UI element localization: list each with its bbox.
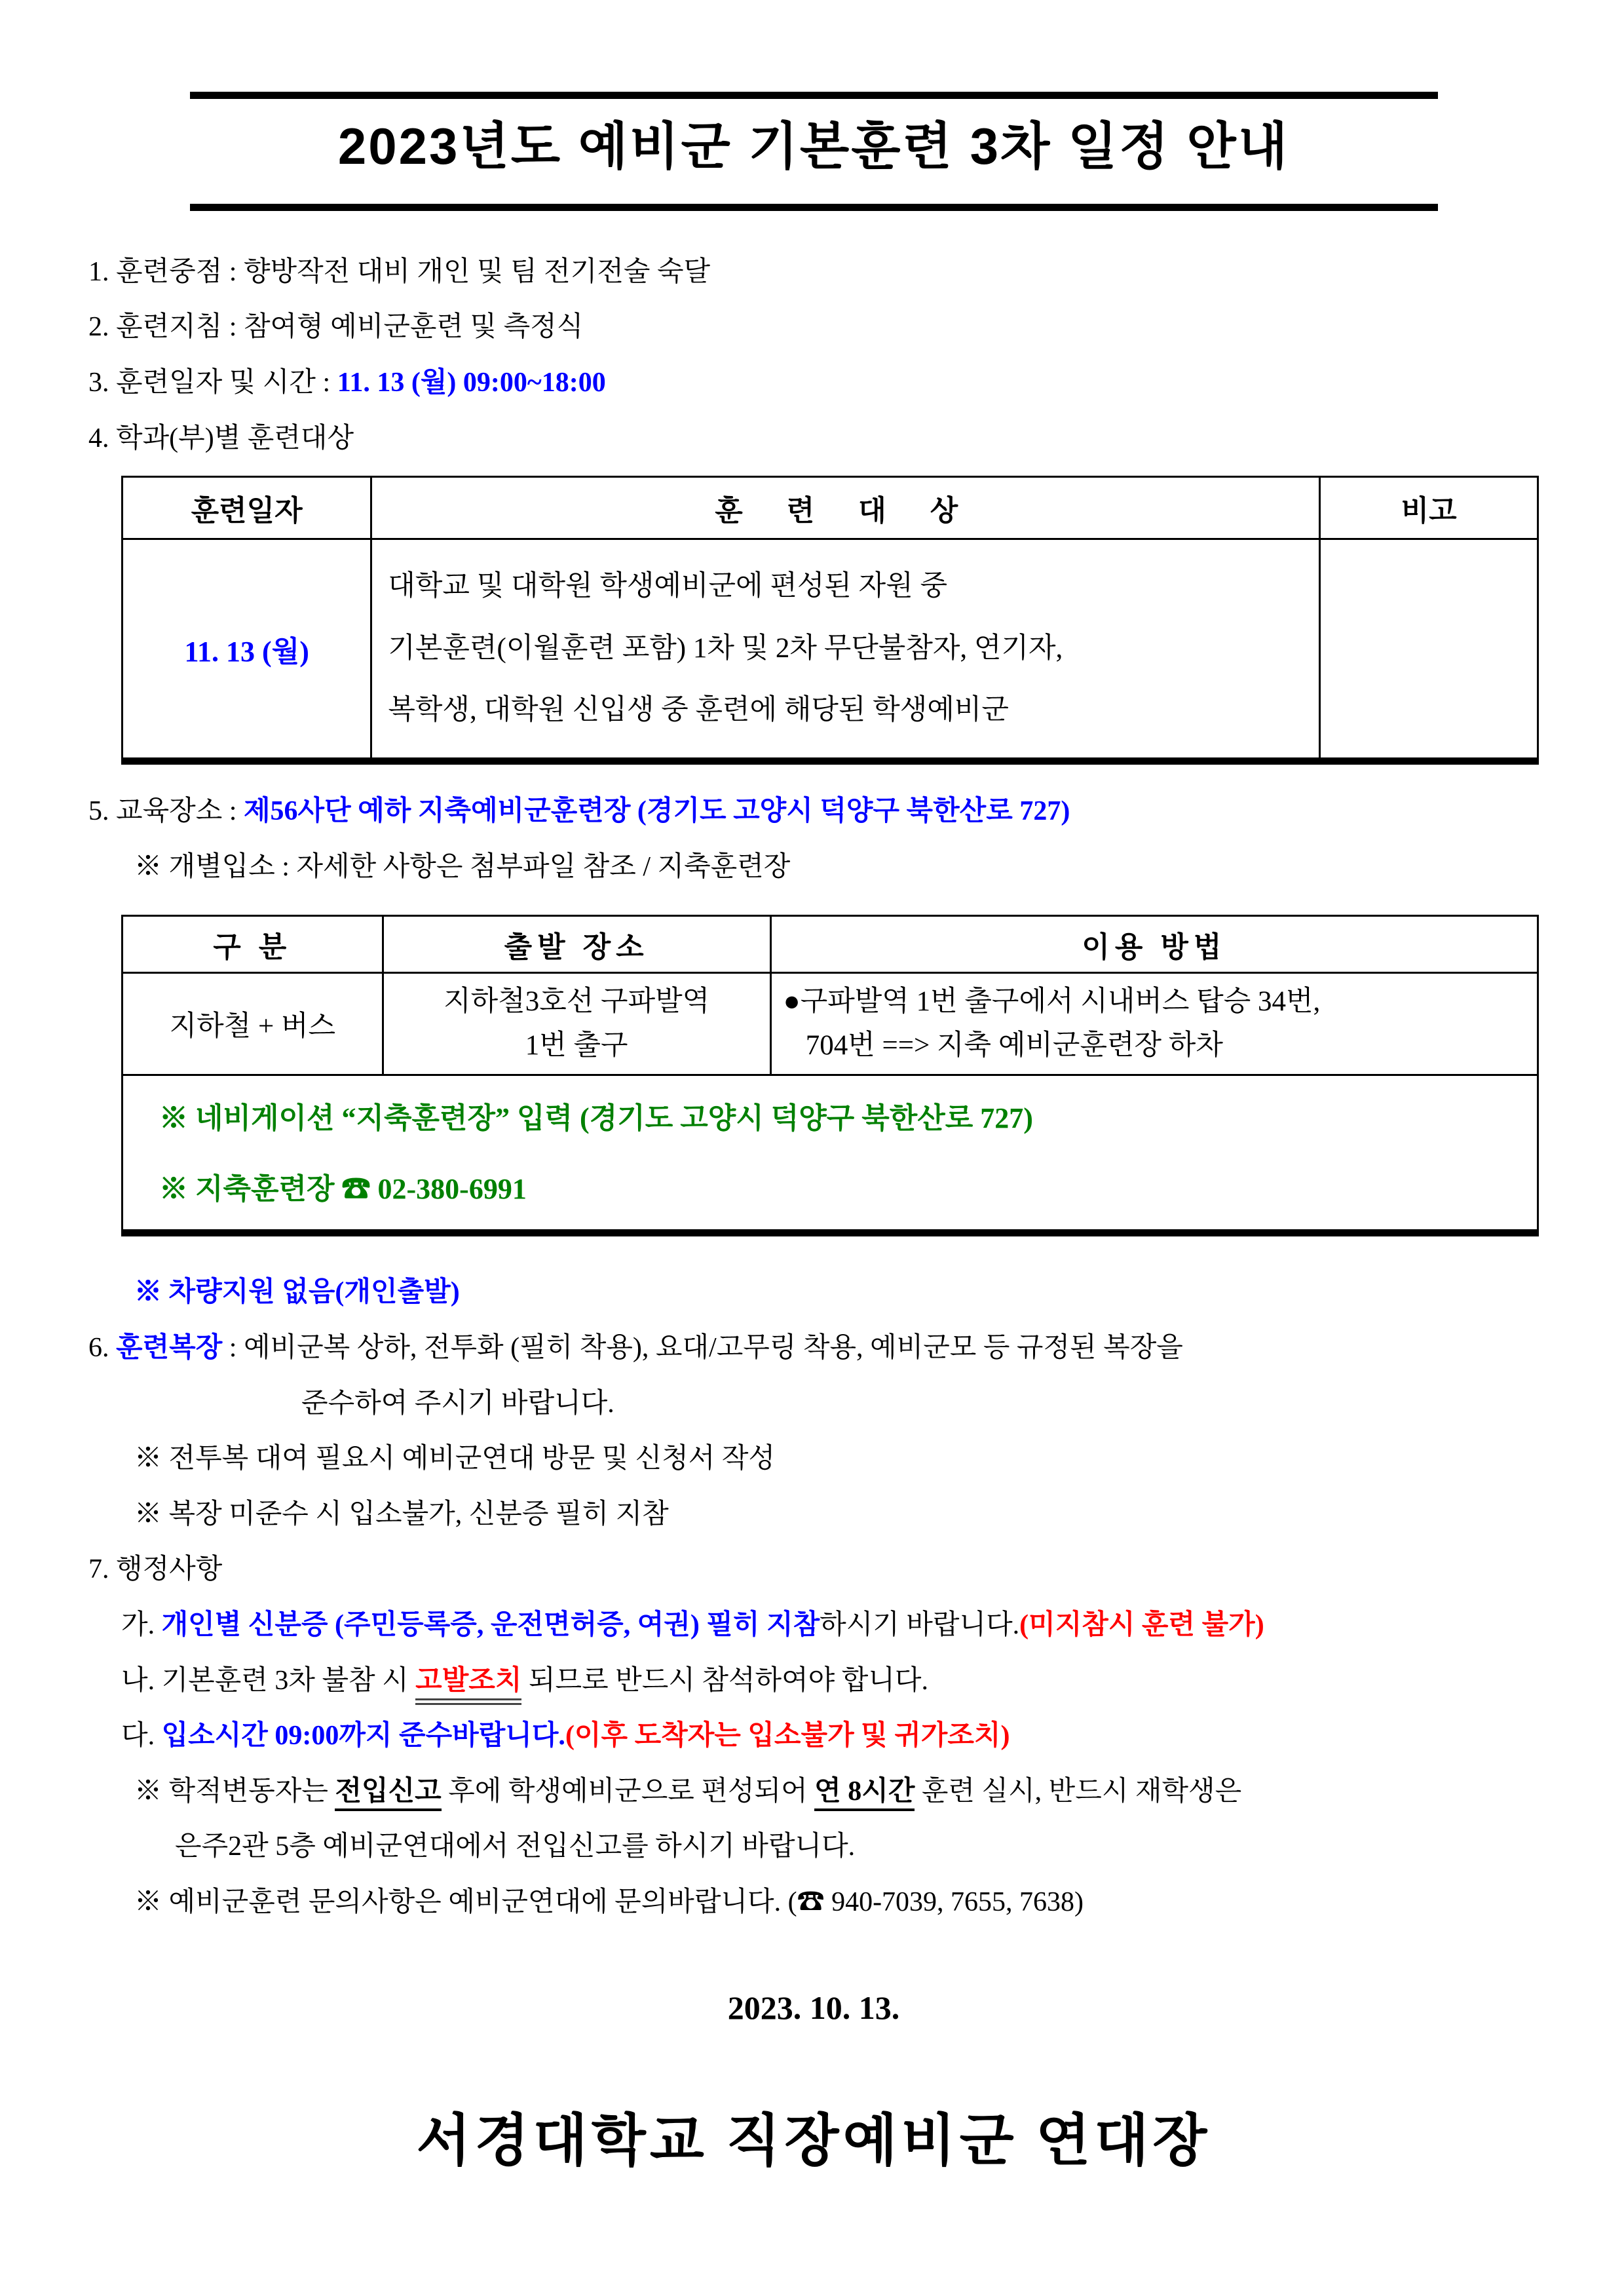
header-category: 구 분 <box>123 916 383 973</box>
item-7-na-post-text: 되므로 반드시 참석하여야 합니다. <box>521 1665 928 1696</box>
header-remarks: 비고 <box>1320 477 1538 539</box>
cell-remarks <box>1320 539 1538 761</box>
item-4-text: 4. 학과(부)별 훈련대상 <box>88 423 354 453</box>
item-7-note-1-transfer-report: 전입신고 <box>335 1776 441 1811</box>
document-title: 2023년도 예비군 기본훈련 3차 일정 안내 <box>337 117 1290 175</box>
item-6-training-uniform <box>88 1330 1539 1366</box>
item-5-label: 5. 교육장소 : <box>88 795 244 826</box>
departure-line-1: 지하철3호선 구파발역 <box>444 986 710 1018</box>
item-1-text: 1. 훈련중점 : 향방작전 대비 개인 및 팀 전기전술 숙달 <box>88 256 711 287</box>
usage-method-line-2: 704번 ==> 지축 예비군훈련장 하차 <box>805 1029 1223 1061</box>
item-7-da-number: 다. <box>121 1721 162 1751</box>
cell-navigation-notes <box>123 1075 1538 1233</box>
item-7-enrollment-note-continuation <box>88 1829 1539 1865</box>
usage-method-line-1: ●구파발역 1번 출구에서 시내버스 탑승 34번, <box>783 986 1321 1018</box>
transportation-table-row <box>123 973 1538 1075</box>
item-7-note-1-annual-hours: 연 8시간 <box>814 1776 915 1811</box>
header-usage-method: 이용 방법 <box>770 916 1538 973</box>
training-target-line-3: 복학생, 대학원 신입생 중 훈련에 해당된 학생예비군 <box>388 695 1009 726</box>
training-target-line-2: 기본훈련(이월훈련 포함) 1차 및 2차 무단불참자, 연기자, <box>388 632 1063 664</box>
cell-category: 지하철 + 버스 <box>123 973 383 1075</box>
item-6-number: 6. <box>88 1333 116 1364</box>
transportation-table <box>121 915 1539 1236</box>
item-7-note-1-pre: ※ 학적변동자는 <box>134 1776 335 1807</box>
item-7-da-late-warning: (이후 도착자는 입소불가 및 귀가조치) <box>565 1721 1010 1751</box>
item-3-training-datetime <box>88 365 1539 401</box>
item-7-note-1-post: 훈련 실시, 반드시 재학생은 <box>915 1776 1242 1807</box>
item-2-training-guideline <box>88 309 1539 345</box>
cell-training-date: 11. 13 (월) <box>123 539 371 761</box>
cell-training-target <box>371 539 1320 761</box>
item-7-enrollment-note <box>88 1774 1539 1810</box>
transportation-table-notes-row <box>123 1075 1538 1233</box>
header-departure-place: 출발 장소 <box>383 916 770 973</box>
item-5-individual-entry-note <box>88 849 1539 885</box>
item-2-text: 2. 훈련지침 : 참여형 예비군훈련 및 측정식 <box>88 312 584 343</box>
item-6-text: 예비군복 상하, 전투화 (필히 착용), 요대/고무링 착용, 예비군모 등 규정된 복장을 <box>243 1333 1183 1364</box>
item-7-ga-number: 가. <box>121 1609 162 1640</box>
item-6-continuation <box>88 1386 1539 1422</box>
item-7-note-1-mid: 후에 학생예비군으로 편성되어 <box>441 1776 815 1807</box>
navigation-note: ※ 네비게이션 “지축훈련장” 입력 (경기도 고양시 덕양구 북한산로 727) <box>159 1102 1033 1135</box>
item-7-na-absence-penalty <box>88 1663 1539 1699</box>
item-7-na-penalty: 고발조치 <box>415 1666 521 1705</box>
item-5-location-value: 제56사단 예하 지축예비군훈련장 (경기도 고양시 덕양구 북한산로 727) <box>243 795 1070 826</box>
item-6-note-2-text: ※ 복장 미준수 시 입소불가, 신분증 필히 지참 <box>134 1499 669 1529</box>
training-ground-phone-note: ※ 지축훈련장 ☎ 02-380-6991 <box>159 1173 527 1206</box>
item-6-dress-code-note <box>88 1497 1539 1533</box>
item-7-heading-text: 7. 행정사항 <box>88 1554 223 1585</box>
document-title-block <box>190 92 1438 211</box>
cell-usage-method <box>770 973 1538 1075</box>
item-7-ga-id-requirement <box>88 1607 1539 1643</box>
item-4-training-target-heading <box>88 421 1539 457</box>
item-7-da-entry-time-text: 입소시간 09:00까지 준수바랍니다. <box>161 1721 565 1751</box>
item-7-note-1-cont-text: 은주2관 5층 예비군연대에서 전입신고를 하시기 바랍니다. <box>175 1831 856 1862</box>
item-7-ga-id-text: 개인별 신분증 (주민등록증, 운전면허증, 여권) 필히 지참 <box>161 1609 820 1640</box>
item-7-admin-heading <box>88 1552 1539 1588</box>
item-6-uniform-rental-note <box>88 1441 1539 1477</box>
item-6-label: 훈련복장 <box>116 1333 223 1364</box>
item-7-note-2-text: ※ 예비군훈련 문의사항은 예비군연대에 문의바랍니다. (☎ 940-7039, 7655, 7638) <box>134 1886 1084 1917</box>
item-5-note-text: ※ 개별입소 : 자세한 사항은 첨부파일 참조 / 지축훈련장 <box>134 851 791 882</box>
cell-departure-place <box>383 973 770 1075</box>
item-1-training-focus <box>88 254 1539 290</box>
item-7-ga-warning: (미지참시 훈련 불가) <box>1019 1609 1264 1640</box>
training-target-line-1: 대학교 및 대학원 학생예비군에 편성된 자원 중 <box>388 571 948 602</box>
item-3-label: 3. 훈련일자 및 시간 : <box>88 367 337 398</box>
header-training-target: 훈 련 대 상 <box>371 477 1320 539</box>
training-target-table <box>121 476 1539 765</box>
no-vehicle-support-text: ※ 차량지원 없음(개인출발) <box>134 1277 460 1308</box>
item-6-note-1-text: ※ 전투복 대여 필요시 예비군연대 방문 및 신청서 작성 <box>134 1444 776 1474</box>
header-training-date: 훈련일자 <box>123 477 371 539</box>
departure-line-2: 1번 출구 <box>525 1029 628 1061</box>
item-6-continuation-text: 준수하여 주시기 바랍니다. <box>301 1388 614 1419</box>
item-7-na-number: 나. <box>121 1665 162 1696</box>
document-date: 2023. 10. 13. <box>727 1989 900 2026</box>
no-vehicle-support-note <box>88 1274 1539 1311</box>
item-7-inquiry-note <box>88 1885 1539 1921</box>
training-target-table-header-row <box>123 477 1538 539</box>
signature: 서경대학교 직장예비군 연대장 <box>416 2109 1211 2172</box>
item-5-training-location <box>88 794 1539 830</box>
item-6-colon: : <box>222 1333 244 1364</box>
item-7-na-pre-text: 기본훈련 3차 불참 시 <box>161 1665 416 1696</box>
item-3-datetime-value: 11. 13 (월) 09:00~18:00 <box>337 367 606 398</box>
transportation-table-header-row <box>123 916 1538 973</box>
item-7-da-entry-time <box>88 1718 1539 1754</box>
item-7-ga-plain-text: 하시기 바랍니다. <box>820 1609 1020 1640</box>
training-target-table-row <box>123 539 1538 761</box>
